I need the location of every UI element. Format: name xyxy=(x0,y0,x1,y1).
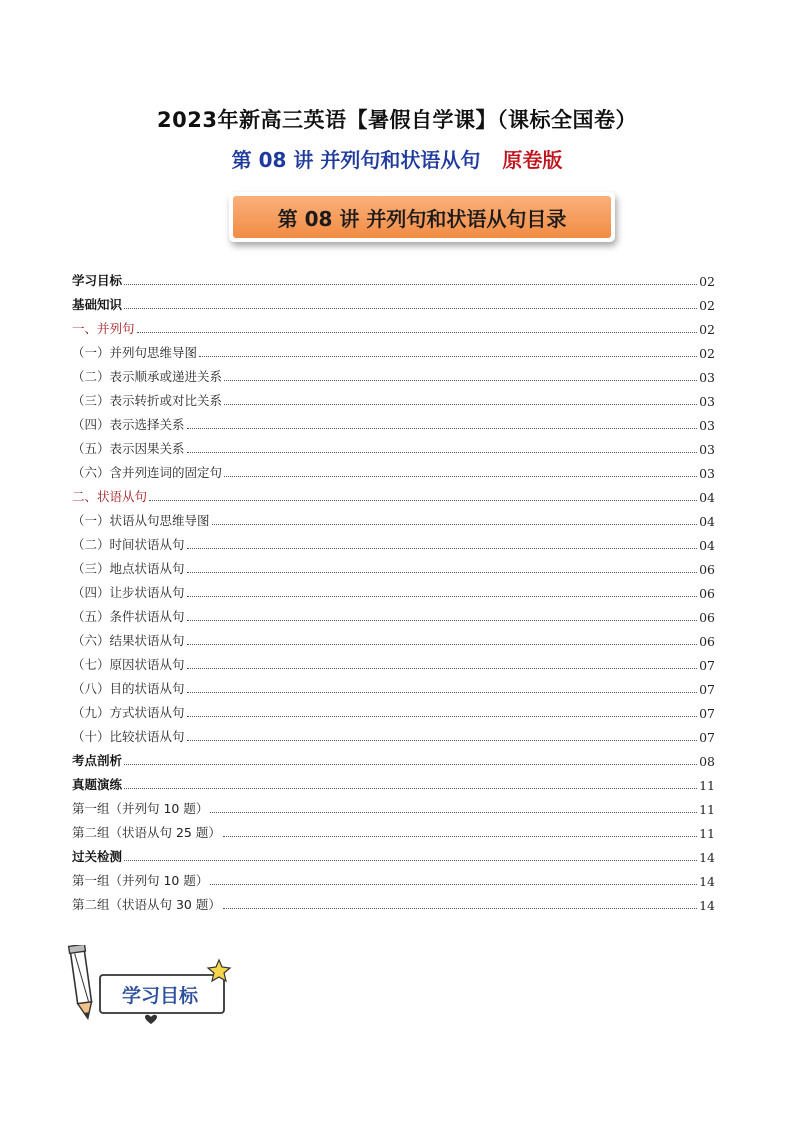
toc-entry-label: （三）表示转折或对比关系 xyxy=(72,393,223,408)
toc-entry-page: 07 xyxy=(699,682,715,697)
heart-icon xyxy=(145,1015,157,1024)
toc-entry[interactable] xyxy=(72,793,715,817)
toc-entry-page: 06 xyxy=(699,634,715,649)
toc-entry-label: 第一组（并列句 10 题） xyxy=(72,873,209,888)
toc-entry-page: 08 xyxy=(699,754,715,769)
toc-entry-page: 02 xyxy=(699,298,715,313)
document-title: 2023年新高三英语【暑假自学课】（课标全国卷） xyxy=(157,108,637,132)
toc-entry-page: 11 xyxy=(699,778,715,793)
toc-entry-label: 二、状语从句 xyxy=(72,489,148,504)
toc-entry[interactable] xyxy=(72,529,715,553)
toc-entry[interactable] xyxy=(72,457,715,481)
toc-entry-page: 03 xyxy=(699,394,715,409)
toc-entry-label: （五）表示因果关系 xyxy=(72,441,185,456)
toc-entry[interactable] xyxy=(72,481,715,505)
toc-entry-page: 02 xyxy=(699,274,715,289)
toc-entry[interactable] xyxy=(72,385,715,409)
toc-entry[interactable] xyxy=(72,433,715,457)
toc-entry-label: （四）表示选择关系 xyxy=(72,417,185,432)
toc-entry-label: （十）比较状语从句 xyxy=(72,729,185,744)
toc-entry-page: 03 xyxy=(699,466,715,481)
toc-entry-label: 基础知识 xyxy=(72,297,123,312)
toc-entry-label: （六）结果状语从句 xyxy=(72,633,185,648)
toc-entry-page: 14 xyxy=(699,898,715,913)
toc-entry-page: 14 xyxy=(699,874,715,889)
toc-entry[interactable] xyxy=(72,625,715,649)
toc-entry-label: 真题演练 xyxy=(72,777,123,792)
toc-entry[interactable] xyxy=(72,601,715,625)
toc-entry-label: （五）条件状语从句 xyxy=(72,609,185,624)
toc-entry-label: （八）目的状语从句 xyxy=(72,681,185,696)
toc-entry-page: 06 xyxy=(699,586,715,601)
toc-entry-page: 03 xyxy=(699,418,715,433)
toc-entry-label: 考点剖析 xyxy=(72,753,123,768)
toc-entry-label: 一、并列句 xyxy=(72,321,135,336)
toc-entry-page: 11 xyxy=(699,826,715,841)
toc-entry[interactable] xyxy=(72,409,715,433)
toc-entry-label: （三）地点状语从句 xyxy=(72,561,185,576)
toc-entry-label: （一）状语从句思维导图 xyxy=(72,513,210,528)
toc-entry-label: 第二组（状语从句 25 题） xyxy=(72,825,221,840)
toc-entry[interactable] xyxy=(72,337,715,361)
toc-entry-page: 11 xyxy=(699,802,715,817)
toc-entry-label: 过关检测 xyxy=(72,849,123,864)
toc-entry-page: 07 xyxy=(699,730,715,745)
toc-entry[interactable] xyxy=(72,553,715,577)
toc-entry-page: 04 xyxy=(699,538,715,553)
toc-entry-label: （九）方式状语从句 xyxy=(72,705,185,720)
toc-entry[interactable] xyxy=(72,361,715,385)
toc-banner xyxy=(229,192,615,242)
toc-entry[interactable] xyxy=(72,649,715,673)
toc-entry-page: 04 xyxy=(699,490,715,505)
toc-banner-text: 第 08 讲 并列句和状语从句目录 xyxy=(233,196,611,238)
toc-entry-label: 学习目标 xyxy=(72,273,123,288)
toc-entry-label: （二）时间状语从句 xyxy=(72,537,185,552)
toc-entry-label: （四）让步状语从句 xyxy=(72,585,185,600)
toc-entry[interactable] xyxy=(72,889,715,913)
toc-entry[interactable] xyxy=(72,673,715,697)
toc-entry-page: 03 xyxy=(699,442,715,457)
toc-entry[interactable] xyxy=(72,817,715,841)
toc-entry-label: 第一组（并列句 10 题） xyxy=(72,801,209,816)
toc-entry-label: （六）含并列连词的固定句 xyxy=(72,465,223,480)
toc-entry[interactable] xyxy=(72,841,715,865)
table-of-contents xyxy=(72,265,715,913)
toc-entry[interactable] xyxy=(72,697,715,721)
toc-entry-page: 04 xyxy=(699,514,715,529)
document-subtitle xyxy=(0,144,794,173)
toc-entry-label: （二）表示顺承或递进关系 xyxy=(72,369,223,384)
toc-entry-page: 06 xyxy=(699,610,715,625)
toc-entry[interactable] xyxy=(72,313,715,337)
toc-entry[interactable] xyxy=(72,265,715,289)
toc-entry-label: 第二组（状语从句 30 题） xyxy=(72,897,221,912)
toc-entry[interactable] xyxy=(72,577,715,601)
section-badge-label: 学习目标 xyxy=(121,984,198,1007)
toc-entry-page: 02 xyxy=(699,346,715,361)
toc-entry-page: 07 xyxy=(699,706,715,721)
toc-entry-page: 14 xyxy=(699,850,715,865)
toc-entry-page: 07 xyxy=(699,658,715,673)
pencil-icon xyxy=(69,945,94,1020)
toc-entry[interactable] xyxy=(72,505,715,529)
toc-entry[interactable] xyxy=(72,865,715,889)
toc-entry-page: 06 xyxy=(699,562,715,577)
toc-entry[interactable] xyxy=(72,289,715,313)
edition-label: 原卷版 xyxy=(502,148,563,172)
toc-entry[interactable] xyxy=(72,769,715,793)
toc-entry[interactable] xyxy=(72,745,715,769)
toc-entry[interactable] xyxy=(72,721,715,745)
toc-entry-label: （七）原因状语从句 xyxy=(72,657,185,672)
toc-entry-label: （一）并列句思维导图 xyxy=(72,345,198,360)
toc-entry-page: 02 xyxy=(699,322,715,337)
lesson-title: 第 08 讲 并列句和状语从句 xyxy=(231,148,481,172)
toc-entry-page: 03 xyxy=(699,370,715,385)
